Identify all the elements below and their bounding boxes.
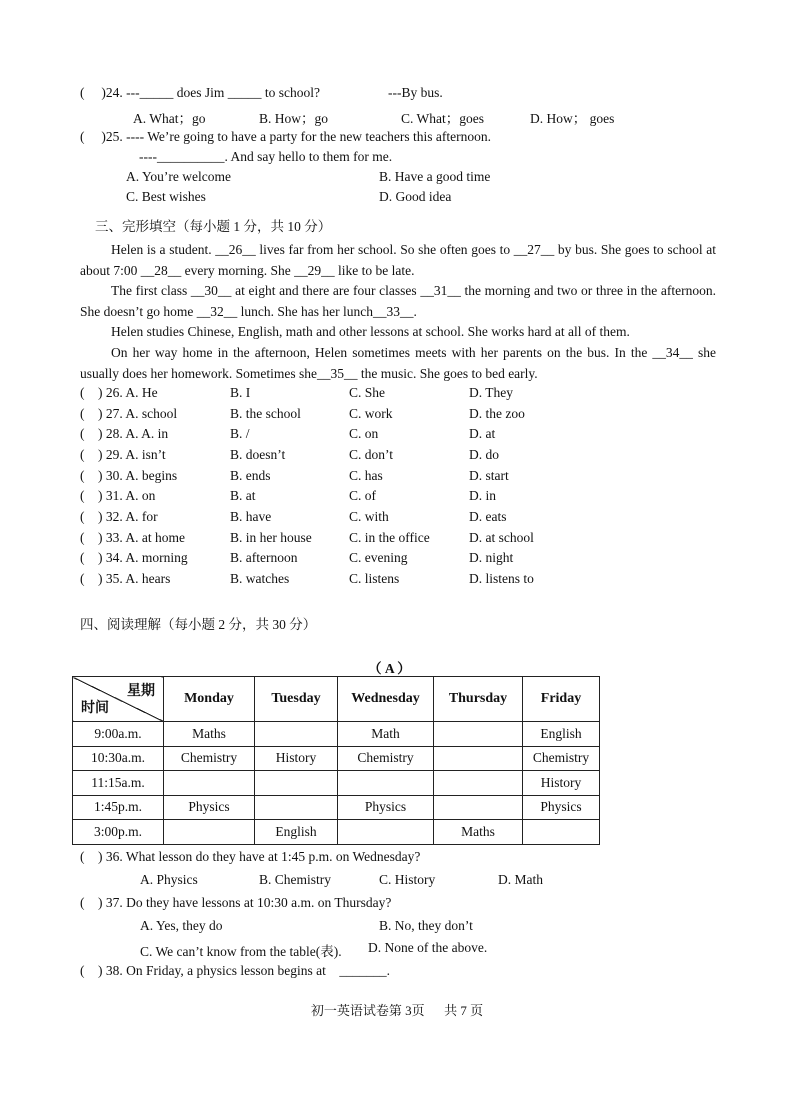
cloze-paragraph-4: On her way home in the afternoon, Helen sometimes meets with her parents on the bus. In the __34__ she usually does her homework. Sometimes she__35__ the music. She goes to bed early. [80,345,716,381]
cloze-option-d: D. do [469,447,499,462]
cloze-question-label: ( ) 32. A. for [80,509,158,524]
question-25-option-a: A. You’re welcome [126,169,231,184]
timetable-time-cell: 11:15a.m. [73,771,164,796]
timetable-cell [434,771,523,796]
question-38-stem: ( ) 38. On Friday, a physics lesson begins at _______. [80,963,390,978]
timetable-cell [523,820,600,845]
cloze-paragraph-1: Helen is a student. __26__ lives far from her school. So she often goes to __27__ by bus. She goes to school at about 7:00 __28__ every morning. She __29__ like to be late. [80,242,716,278]
cloze-question-label: ( ) 34. A. morning [80,550,188,565]
question-24-option-a: A. What；go [133,111,206,126]
timetable-row [73,722,600,747]
cloze-option-d: D. eats [469,509,507,524]
timetable-cell: Chemistry [523,746,600,771]
timetable-cell [338,820,434,845]
cloze-question-label: ( ) 28. A. A. in [80,426,169,441]
timetable-cell: Chemistry [164,746,255,771]
cloze-option-b: B. have [230,509,272,524]
cloze-option-d: D. the zoo [469,406,525,421]
cloze-option-c: C. work [349,406,393,421]
question-36-option-a: A. Physics [140,872,198,887]
timetable-day-header: Friday [523,677,600,722]
cloze-option-b: B. at [230,488,256,503]
cloze-paragraph-2: The first class __30__ at eight and there are four classes __31__ the morning and two or three in the afternoon. She doesn’t go home __32__ lunch. She has her lunch__33__. [80,283,716,319]
question-37-option-c: C. We can’t know from the table(表). [140,944,342,959]
timetable-cell: History [255,746,338,771]
cloze-option-d: D. listens to [469,571,534,586]
timetable-cell: Maths [164,722,255,747]
cloze-question-label: ( ) 27. A. school [80,406,178,421]
question-36-stem: ( ) 36. What lesson do they have at 1:45 p.m. on Wednesday? [80,849,421,864]
question-24-option-d: D. How； goes [530,111,615,126]
timetable-cell: English [523,722,600,747]
cloze-option-c: C. with [349,509,389,524]
section-3-heading: 三、完形填空（每小题 1 分，共 10 分） [95,219,332,234]
cloze-paragraph-3: Helen studies Chinese, English, math and other lessons at school. She works hard at all of them. [111,324,630,339]
page-footer: 初一英语试卷第 3页 共 7 页 [310,1003,484,1018]
timetable-corner-time-label: 时间 [81,701,109,716]
question-37-stem: ( ) 37. Do they have lessons at 10:30 a.m. on Thursday? [80,895,392,910]
cloze-question-label: ( ) 31. A. on [80,488,156,503]
timetable-header-row [73,677,600,722]
timetable-day-header: Wednesday [338,677,434,722]
timetable-cell [434,722,523,747]
timetable-time-cell: 1:45p.m. [73,795,164,820]
cloze-option-c: C. has [349,468,383,483]
timetable-cell [338,771,434,796]
cloze-option-b: B. afternoon [230,550,298,565]
cloze-question-label: ( ) 33. A. at home [80,530,185,545]
timetable-corner-day-label: 星期 [127,684,155,699]
cloze-option-b: B. doesn’t [230,447,286,462]
timetable-day-header: Thursday [434,677,523,722]
cloze-option-d: D. in [469,488,496,503]
cloze-option-c: C. don’t [349,447,394,462]
cloze-option-c: C. listens [349,571,400,586]
cloze-option-c: C. in the office [349,530,430,545]
timetable-time-cell: 3:00p.m. [73,820,164,845]
cloze-option-b: B. ends [230,468,271,483]
cloze-option-b: B. the school [230,406,301,421]
cloze-option-d: D. at school [469,530,534,545]
timetable-row [73,771,600,796]
question-24-option-c: C. What；goes [401,111,484,126]
question-37-option-b: B. No, they don’t [379,918,473,933]
timetable-corner-cell [73,677,164,722]
timetable-cell: Math [338,722,434,747]
timetable-cell: English [255,820,338,845]
question-24-answer: ---By bus. [388,85,443,100]
timetable-cell: Physics [164,795,255,820]
timetable-cell [434,795,523,820]
cloze-question-label: ( ) 30. A. begins [80,468,178,483]
timetable-cell [434,746,523,771]
question-25-option-b: B. Have a good time [379,169,491,184]
question-25-option-c: C. Best wishes [126,189,206,204]
question-36-option-b: B. Chemistry [259,872,332,887]
cloze-question-label: ( ) 35. A. hears [80,571,171,586]
cloze-option-d: D. at [469,426,496,441]
cloze-question-label: ( ) 29. A. isn’t [80,447,166,462]
cloze-option-b: B. in her house [230,530,312,545]
timetable-cell: Maths [434,820,523,845]
timetable-row [73,820,600,845]
cloze-option-b: B. / [230,426,250,441]
timetable-cell: Physics [523,795,600,820]
timetable-cell [255,771,338,796]
timetable-day-header: Monday [164,677,255,722]
cloze-option-d: D. They [469,385,513,400]
timetable-cell [255,795,338,820]
cloze-option-c: C. of [349,488,376,503]
cloze-option-b: B. watches [230,571,290,586]
cloze-option-c: C. on [349,426,379,441]
timetable-cell [164,771,255,796]
question-36-option-d: D. Math [498,872,543,887]
question-36-option-c: C. History [379,872,436,887]
timetable-row [73,746,600,771]
cloze-question-label: ( ) 26. A. He [80,385,158,400]
question-24-option-b: B. How；go [259,111,329,126]
timetable-cell [255,722,338,747]
question-25-stem: ( )25. ---- We’re going to have a party for the new teachers this afternoon. [80,129,492,144]
timetable-cell: History [523,771,600,796]
passage-a-label: （ A ） [368,661,411,676]
timetable-time-cell: 10:30a.m. [73,746,164,771]
timetable [72,676,600,845]
question-37-option-a: A. Yes, they do [140,918,223,933]
timetable-cell [164,820,255,845]
question-24-stem: ( )24. ---_____ does Jim _____ to school? [80,85,320,100]
timetable-cell: Chemistry [338,746,434,771]
section-4-heading: 四、阅读理解（每小题 2 分，共 30 分） [80,617,317,632]
timetable-time-cell: 9:00a.m. [73,722,164,747]
timetable-row [73,795,600,820]
cloze-option-d: D. start [469,468,509,483]
timetable-cell: Physics [338,795,434,820]
cloze-option-c: C. She [349,385,386,400]
cloze-option-c: C. evening [349,550,408,565]
question-37-option-d: D. None of the above. [368,940,488,955]
timetable-day-header: Tuesday [255,677,338,722]
cloze-option-b: B. I [230,385,251,400]
question-25-option-d: D. Good idea [379,189,452,204]
question-25-reply: ----__________. And say hello to them for me. [139,149,393,164]
cloze-option-d: D. night [469,550,514,565]
